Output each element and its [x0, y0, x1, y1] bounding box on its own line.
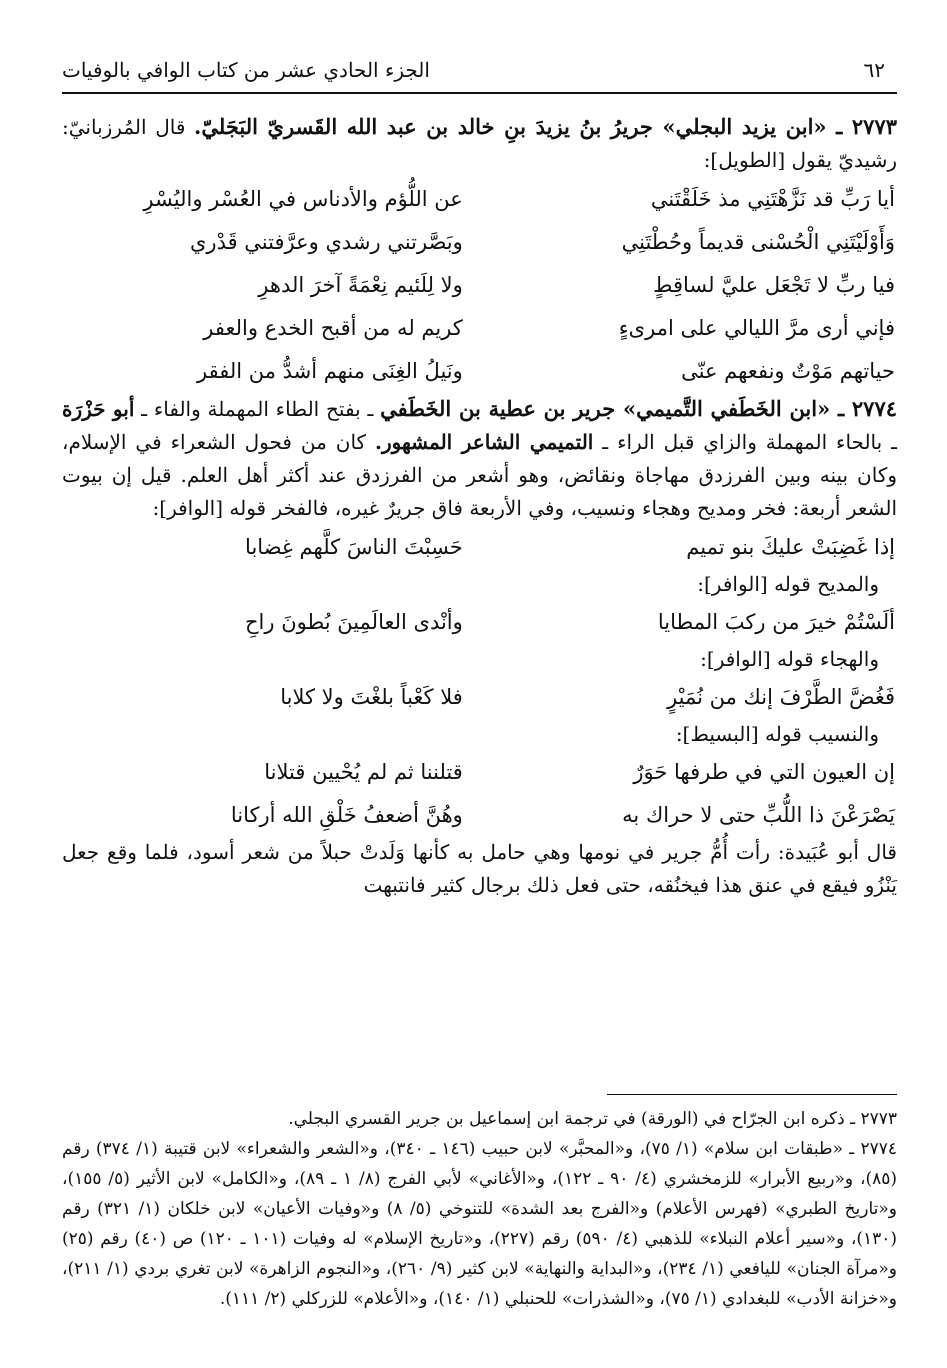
footnote-divider: [607, 1094, 897, 1095]
verse-second-hemistich: وأنْدى العالَمِينَ بُطونَ راحِ: [244, 609, 463, 634]
verse-second-hemistich: عن اللُّؤم والأدناس في العُسْر واليُسْرِ: [143, 186, 463, 211]
running-title: الجزء الحادي عشر من كتاب الوافي بالوفيات: [62, 58, 430, 82]
verse-line: [62, 600, 897, 643]
entry-2774: [62, 392, 897, 525]
verse-second-hemistich: وهُنَّ أضعفُ خَلْقِ الله أركانا: [230, 802, 463, 827]
verse-second-hemistich: وبَصَّرتني رشدي وعرَّفتني قَدْري: [189, 229, 463, 254]
entry-2774-text: كان من فحول الشعراء في الإسلام، وكان بينه وبين الفرزدق مهاجاة ونقائض، وهو أشعر من الفرزدق عند أكثر أهل العلم. قيل إن بيوت الشعر أربعة: فخر ومديح وهجاء ونسيب، وفي الأربعة فاق جريرٌ غيره، فالفخر قوله [الوافر]:: [62, 430, 897, 520]
verse-second-hemistich: قتلننا ثم لم يُحْيين قتلانا: [264, 759, 463, 784]
entry-2773: [62, 110, 897, 177]
verse-second-hemistich: فلا كَعْباً بلغْتَ ولا كلابا: [280, 684, 463, 709]
footnotes: [62, 1104, 897, 1314]
entry-2774-text: ـ بالحاء المهملة والزاي قبل الراء ـ: [593, 430, 897, 454]
main-text: [62, 110, 897, 902]
verse-first-hemistich: فيا ربِّ لا تَجْعَل عليَّ لساقِطٍ: [653, 272, 895, 297]
nisba: التميمي الشاعر المشهور.: [375, 430, 594, 454]
footnote: ٢٧٧٣ ـ ذكره ابن الجرّاح في (الورقة) في ترجمة ابن إسماعيل بن جرير القسري البجلي.: [288, 1109, 897, 1129]
verse-line: [62, 525, 897, 568]
verse-first-hemistich: حياتهم مَوْتٌ ونفعهم عنّى: [681, 358, 895, 383]
header-divider: [62, 92, 897, 94]
verse-second-hemistich: حَسِبْتَ الناسَ كلَّهم غِضابا: [245, 534, 463, 559]
verse-line: [62, 220, 897, 263]
verse-second-hemistich: ونَيلُ الغِنَى منهم أشدُّ من الفقر: [196, 358, 463, 383]
book-page: [62, 44, 897, 1344]
verse-first-hemistich: أيا رَبِّ قد نَزَّهْتَنِي مذ خَلَقْتَني: [650, 186, 895, 211]
closing-paragraph: قال أبو عُبَيدة: رأت أُمُّ جرير في نومها وهي حامل به كأنها وَلَدتْ حبلاً من شعر أسود، فلما وقع جعل يَنْزُو فيقع في عنق هذا فيخنُقه، حتى فعل ذلك برجال كثير فانتبهت: [62, 840, 897, 897]
verse-second-hemistich: ولا لِلَئيم نِعْمَةً آخرَ الدهرِ: [258, 272, 463, 297]
footnote: ٢٧٧٤ ـ «طبقات ابن سلام» (١/ ٧٥)، و«المحبَّر» لابن حبيب (١٤٦ ـ ٣٤٠)، و«الشعر والشعراء» لابن قتيبة (١/ ٣٧٤) رقم (٨٥)، و«ربيع الأبرار» للزمخشري (٤/ ٩٠ ـ ١٢٢)، و«الأغاني» لأبي الفرج (٨/ ١ ـ ٨٩)، و«الكامل» لابن الأثير (٥/ ١٥٥)، و«تاريخ الطبري» (فهرس الأعلام) و«الفرج بعد الشدة» للتنوخي (٥/ ٨) و«وفيات الأعيان» لابن خلكان (١/ ٣٢١) رقم (١٣٠)، و«سير أعلام النبلاء» للذهبي (٤/ ٥٩٠) رقم (٢٢٧)، و«تاريخ الإسلام» له وفيات (١٠١ ـ ١٢٠) ص (٤٠) رقم (٢٥) و«مرآة الجنان» لليافعي (١/ ٢٣٤)، و«البداية والنهاية» لابن كثير (٩/ ٢٦٠)، و«النجوم الزاهرة» لابن تغري بردي (١/ ٢١١)، و«خزانة الأدب» للبغدادي (١/ ٧٥)، و«الشذرات» للحنبلي (١/ ١٤٠)، و«الأعلام» للزركلي (٢/ ١١١).: [62, 1139, 898, 1309]
verse-line: [62, 750, 897, 793]
verse-first-hemistich: وَأَوْلَيْتَنِي الْحُسْنى قديماً وحُطْتَنِي: [621, 229, 895, 254]
entry-2774-text: ـ بفتح الطاء المهملة والفاء ـ: [134, 397, 381, 421]
verse-line: [62, 263, 897, 306]
kunya: أبو حَزْرَة: [62, 397, 135, 421]
verse-second-hemistich: كريم له من أقبح الخدع والعفر: [203, 315, 463, 340]
running-header: [62, 52, 897, 92]
verse-intro: والنسيب قوله [البسيط]:: [675, 722, 879, 746]
verse-line: [62, 306, 897, 349]
page-number: ٦٢: [863, 58, 885, 82]
entry-2773-heading: ٢٧٧٣ ـ «ابن يزيد البجلي» جريرُ بنُ يزيدَ بنِ خالد بن عبد الله القَسريّ البَجَليّ.: [194, 114, 898, 139]
poem-2773: [62, 177, 897, 392]
verse-intro: والهجاء قوله [الوافر]:: [700, 647, 879, 671]
entry-2774-heading: ٢٧٧٤ ـ «ابن الخَطَفي التَّميمي» جرير بن عطية بن الخَطَفي: [380, 396, 898, 421]
verse-first-hemistich: إن العيون التي في طرفها حَوَرٌ: [633, 759, 895, 784]
verse-line: [62, 349, 897, 392]
verse-line: [62, 177, 897, 220]
verse-first-hemistich: فإني أرى مرَّ الليالي على امرىءٍ: [618, 315, 895, 340]
verse-line: [62, 675, 897, 718]
verse-first-hemistich: إذا غَضِبَتْ عليكَ بنو تميم: [686, 534, 895, 559]
verse-first-hemistich: ألَسْتُمْ خيرَ من ركبَ المطايا: [657, 609, 895, 634]
verse-intro: والمديح قوله [الوافر]:: [697, 572, 879, 596]
entry-2773-intro: قال المُرزبانيّ: رشيديّ يقول [الطويل]:: [62, 115, 897, 172]
verse-line: [62, 793, 897, 836]
verse-first-hemistich: فَغُضَّ الطَّرْفَ إنك من نُمَيْرٍ: [667, 684, 895, 709]
verse-first-hemistich: يَصْرَعْنَ ذا اللُّبِّ حتى لا حراك به: [622, 802, 895, 827]
